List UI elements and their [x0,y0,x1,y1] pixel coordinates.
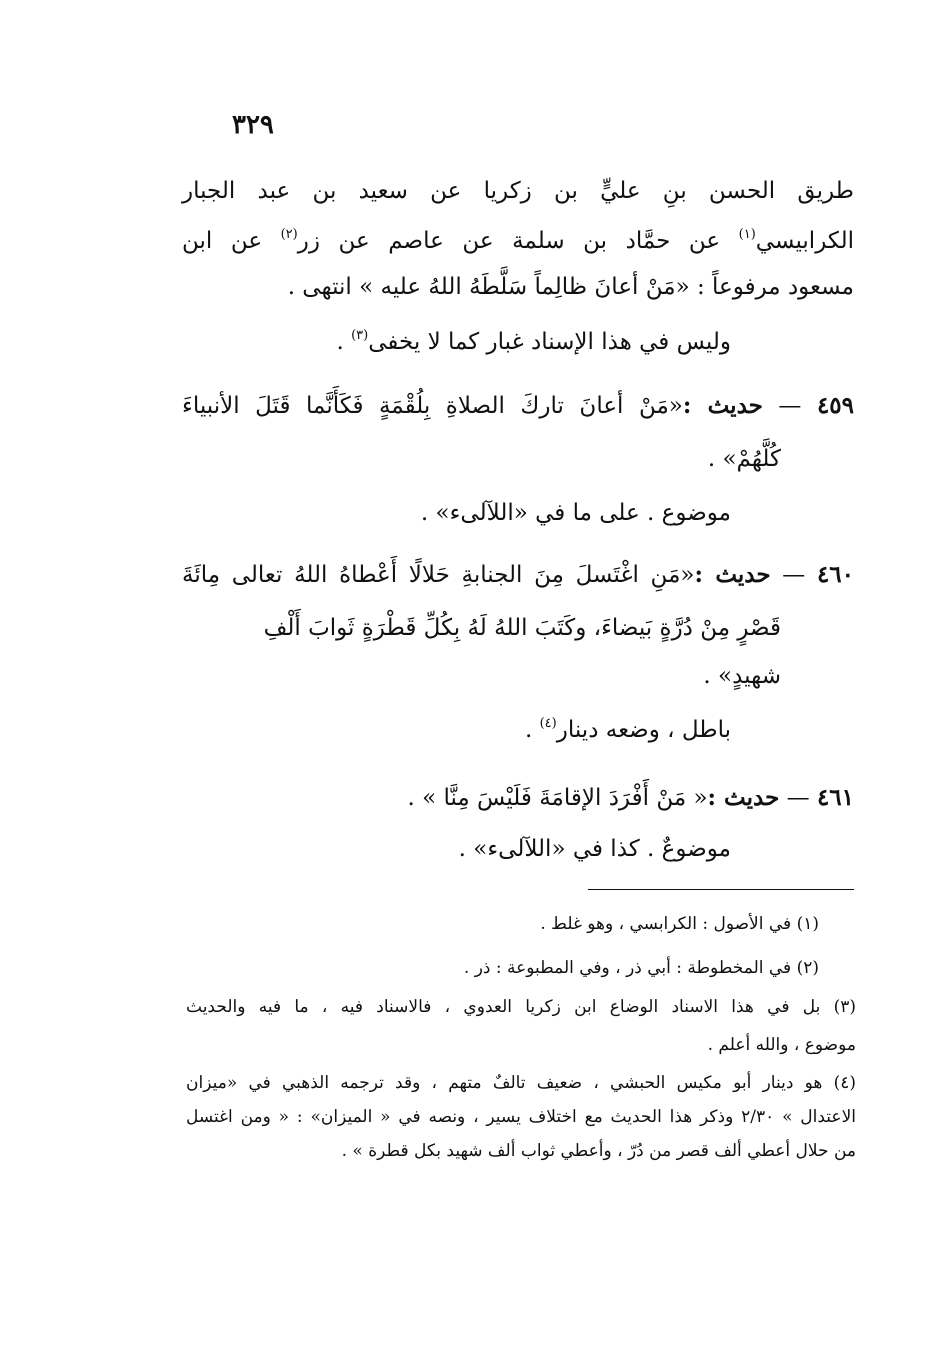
intro-line-1: طريق الحسن بنِ عليٍّ بن زكريا عن سعيد بن عبد الجبار [182,178,854,204]
footnote-ref-1: (١) [738,227,756,242]
intro-line-2 [182,228,854,253]
intro-line-4-a: وليس في هذا الإسناد غبار كما لا يخفى [368,329,731,355]
hadith-459-number: ٤٥٩ [816,392,854,419]
hadith-460-ruling-a: باطل ، وضعه دينار [556,717,731,743]
hadith-460-text-1: «مَنِ اغْتَسلَ مِنَ الجنابةِ حَلالًا أَعْطاهُ اللهُ تعالى مِائَةَ [182,562,695,588]
hadith-459-line-2: كُلَّهُمْ» . [707,446,781,472]
intro-line-2-c: عن ابن [182,228,281,254]
intro-line-2-a: الكرابيسي [755,228,854,254]
hadith-461-ruling: موضوعٌ . كذا في «اللآلىء» . [458,836,731,862]
footnote-4-line-2: الاعتدال » ٢/٣٠ وذكر هذا الحديث مع اختلاف يسير ، ونصه في « الميزان» : « ومن اغتسل [186,1107,856,1127]
hadith-461-label: حديث : [707,784,780,811]
footnote-2: (٢) في المخطوطة : أبي ذر ، وفي المطبوعة : ذر . [463,958,819,978]
hadith-459-label: حديث : [682,392,763,419]
footnote-ref-4: (٤) [539,716,557,731]
hadith-461-dash: — [779,785,817,811]
hadith-460-ruling-b: . [524,717,540,743]
hadith-461-line-1 [407,784,854,811]
footnote-separator [588,889,854,890]
hadith-459-ruling: موضوع . على ما في «اللآلىء» . [420,500,731,526]
footnote-4-line-1: (٤) هو دينار أبو مكيس الحبشي ، ضعيف تالفٌ متهم ، وقد ترجمه الذهبي في «ميزان [186,1073,856,1093]
hadith-459-text-1: «مَنْ أعانَ تاركَ الصلاةِ بِلُقْمَةٍ فَكَأَنَّما قَتَلَ الأنبياءَ [182,393,683,419]
hadith-460-dash: — [770,562,817,588]
hadith-460-line-3: شهيدٍ» . [703,663,781,689]
hadith-460-ruling [525,716,731,743]
intro-line-4-b: . [336,329,352,355]
hadith-460-label: حديث : [694,561,771,588]
intro-line-2-b: عن حمَّاد بن سلمة عن عاصم عن زر [297,228,739,254]
footnote-3-line-2: موضوع ، والله أعلم . [707,1035,856,1055]
intro-line-3: مسعود مرفوعاً : «مَنْ أعانَ ظالِماً سَلَّطَهُ اللهُ عليه » انتهى . [287,274,854,300]
footnote-4-line-3: من حلال أعطي ألف قصر من دُرّ ، وأعطي ثواب ألف شهيد بكل قطرة » . [341,1141,856,1161]
footnote-ref-3: (٣) [351,328,369,343]
hadith-460-line-1 [182,563,854,587]
hadith-460-line-2: قَصْرٍ مِنْ دُرَّةٍ بَيضاءَ، وكَتَبَ اللهُ لَهُ بِكُلِّ قَطْرَةٍ ثَوابَ أَلْفِ [263,615,781,641]
hadith-461-text-1: « مَنْ أَفْرَدَ الإقامَةَ فَلَيْسَ مِنَّا » . [407,785,708,811]
hadith-461-number: ٤٦١ [816,784,854,811]
hadith-459-line-1 [182,394,854,418]
intro-line-4 [336,328,731,355]
footnote-ref-2: (٢) [280,227,298,242]
page-number: ٣٢٩ [232,110,274,140]
hadith-459-dash: — [762,393,817,419]
hadith-460-number: ٤٦٠ [816,561,855,588]
footnote-1: (١) في الأصول : الكرابسي ، وهو غلط . [540,914,819,934]
footnote-3-line-1: (٣) بل في هذا الاسناد الوضاع ابن زكريا العدوي ، فالاسناد فيه ، ما فيه والحديث [186,997,856,1017]
